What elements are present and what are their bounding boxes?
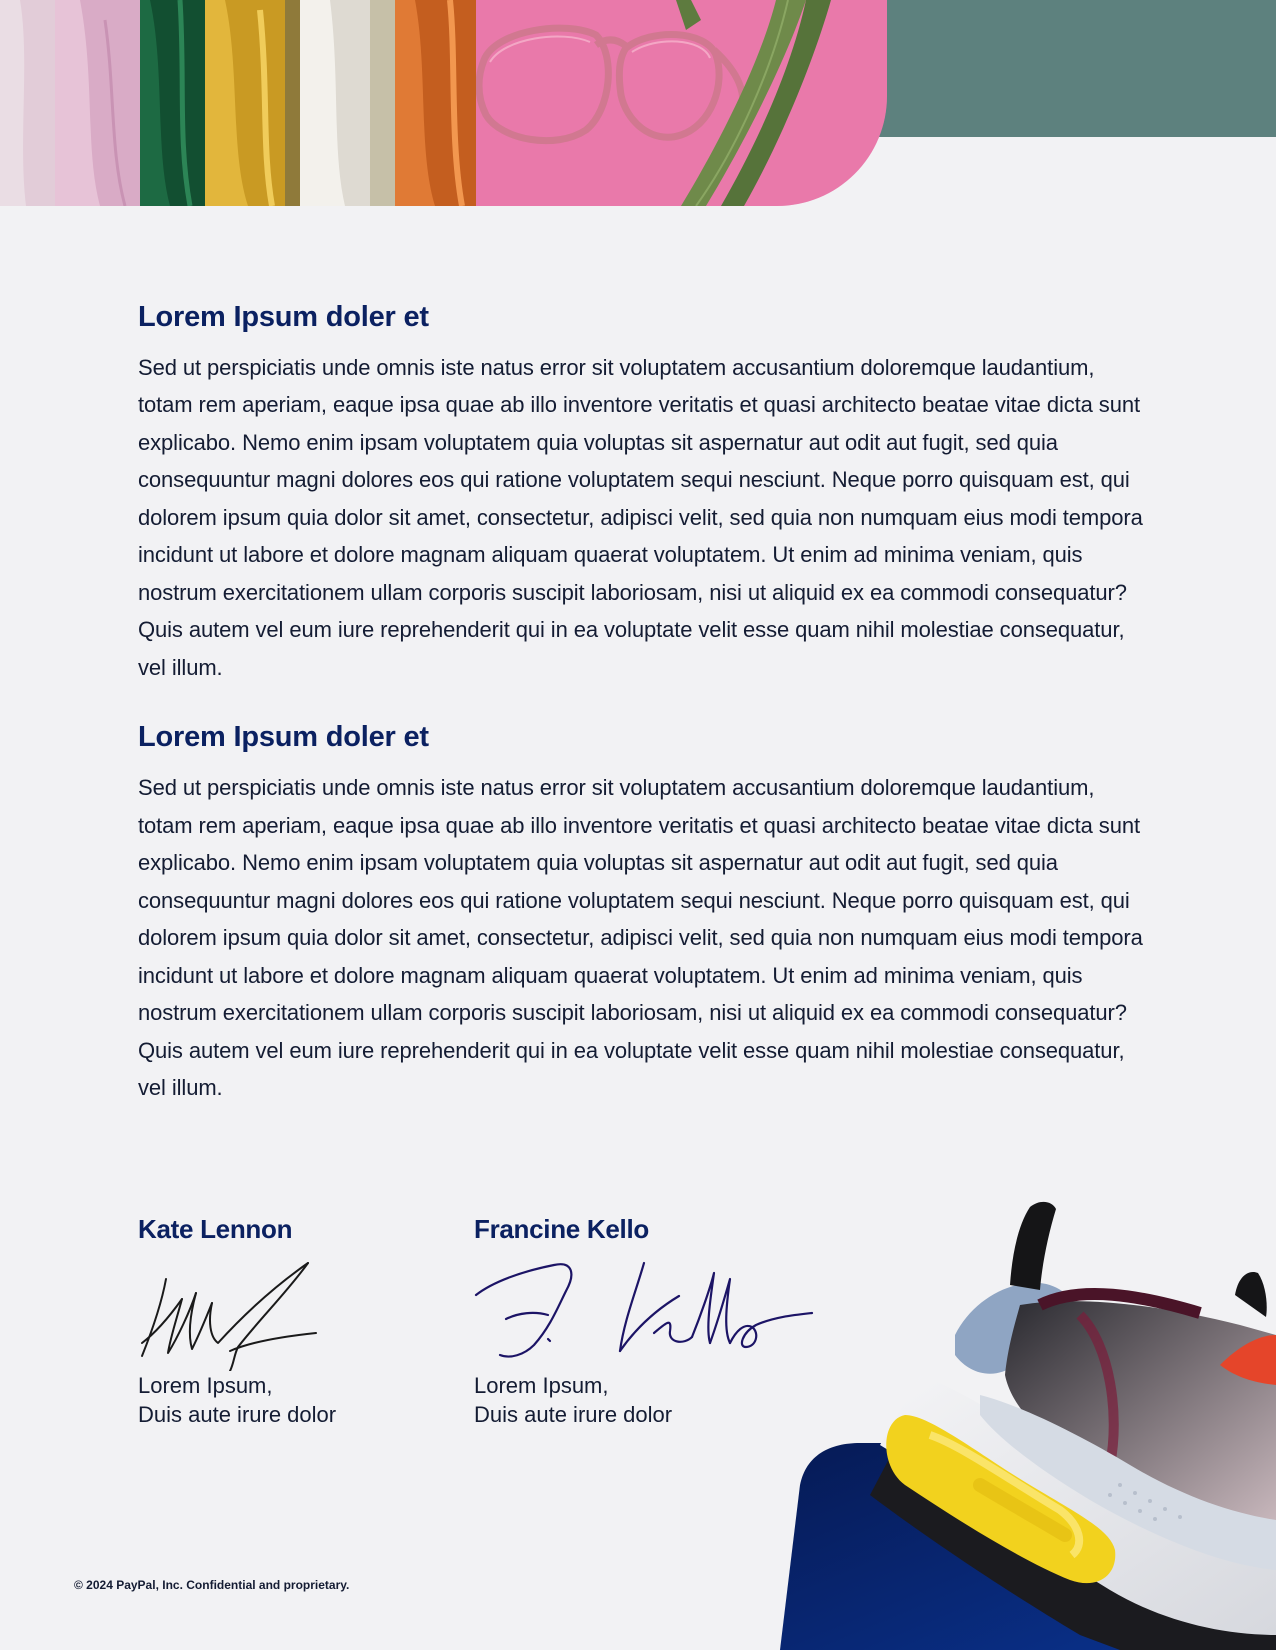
signer-francine-kello (474, 1214, 794, 1429)
header-imagery (0, 0, 1276, 206)
teal-accent-block (860, 0, 1276, 137)
signer-name: Kate Lennon (138, 1214, 293, 1244)
sneaker-photo (780, 1195, 1276, 1650)
pink-glasses-photo (476, 0, 887, 206)
signer-kate-lennon (138, 1214, 458, 1429)
handwritten-signature (474, 1251, 814, 1371)
section-2 (138, 720, 1148, 1106)
section-heading: Lorem Ipsum doler et (138, 721, 429, 754)
document-content (138, 300, 1148, 1141)
footer-copyright: © 2024 PayPal, Inc. Confidential and proprietary. (74, 1578, 350, 1592)
section-body: Sed ut perspiciatis unde omnis iste natus error sit voluptatem accusantium doloremque laudantium, totam rem aperiam, eaque ipsa quae ab illo inventore veritatis et quasi architecto beatae vitae dicta sunt explicabo. Nemo enim ipsam voluptatem quia voluptas sit aspernatur aut odit aut fugit, sed quia consequuntur magni dolores eos qui ratione voluptatem sequi nesciunt. Neque porro quisquam est, qui dolorem ipsum quia dolor sit amet, consectetur, adipisci velit, sed quia non numquam eius modi tempora incidunt ut labore et dolore magnam aliquam quaerat voluptatem. Ut enim ad minima veniam, quis nostrum exercitationem ullam corporis suscipit laboriosam, nisi ut aliquid ex ea commodi consequatur? Quis autem vel eum iure reprehenderit qui in ea voluptate velit esse quam nihil molestiae consequatur, vel illum. (138, 354, 1143, 680)
handwritten-signature (138, 1251, 338, 1371)
signer-name: Francine Kello (474, 1214, 649, 1244)
section-1 (138, 300, 1148, 686)
signer-role: Lorem Ipsum, Duis aute irure dolor (474, 1373, 673, 1428)
signer-role: Lorem Ipsum, Duis aute irure dolor (138, 1373, 337, 1428)
section-body: Sed ut perspiciatis unde omnis iste natus error sit voluptatem accusantium doloremque laudantium, totam rem aperiam, eaque ipsa quae ab illo inventore veritatis et quasi architecto beatae vitae dicta sunt explicabo. Nemo enim ipsam voluptatem quia voluptas sit aspernatur aut odit aut fugit, sed quia consequuntur magni dolores eos qui ratione voluptatem sequi nesciunt. Neque porro quisquam est, qui dolorem ipsum quia dolor sit amet, consectetur, adipisci velit, sed quia non numquam eius modi tempora incidunt ut labore et dolore magnam aliquam quaerat voluptatem. Ut enim ad minima veniam, quis nostrum exercitationem ullam corporis suscipit laboriosam, nisi ut aliquid ex ea commodi consequatur? Quis autem vel eum iure reprehenderit qui in ea voluptate velit esse quam nihil molestiae consequatur, vel illum. (138, 775, 1143, 1101)
section-heading: Lorem Ipsum doler et (138, 301, 429, 333)
clothes-rack-photo (0, 0, 476, 206)
